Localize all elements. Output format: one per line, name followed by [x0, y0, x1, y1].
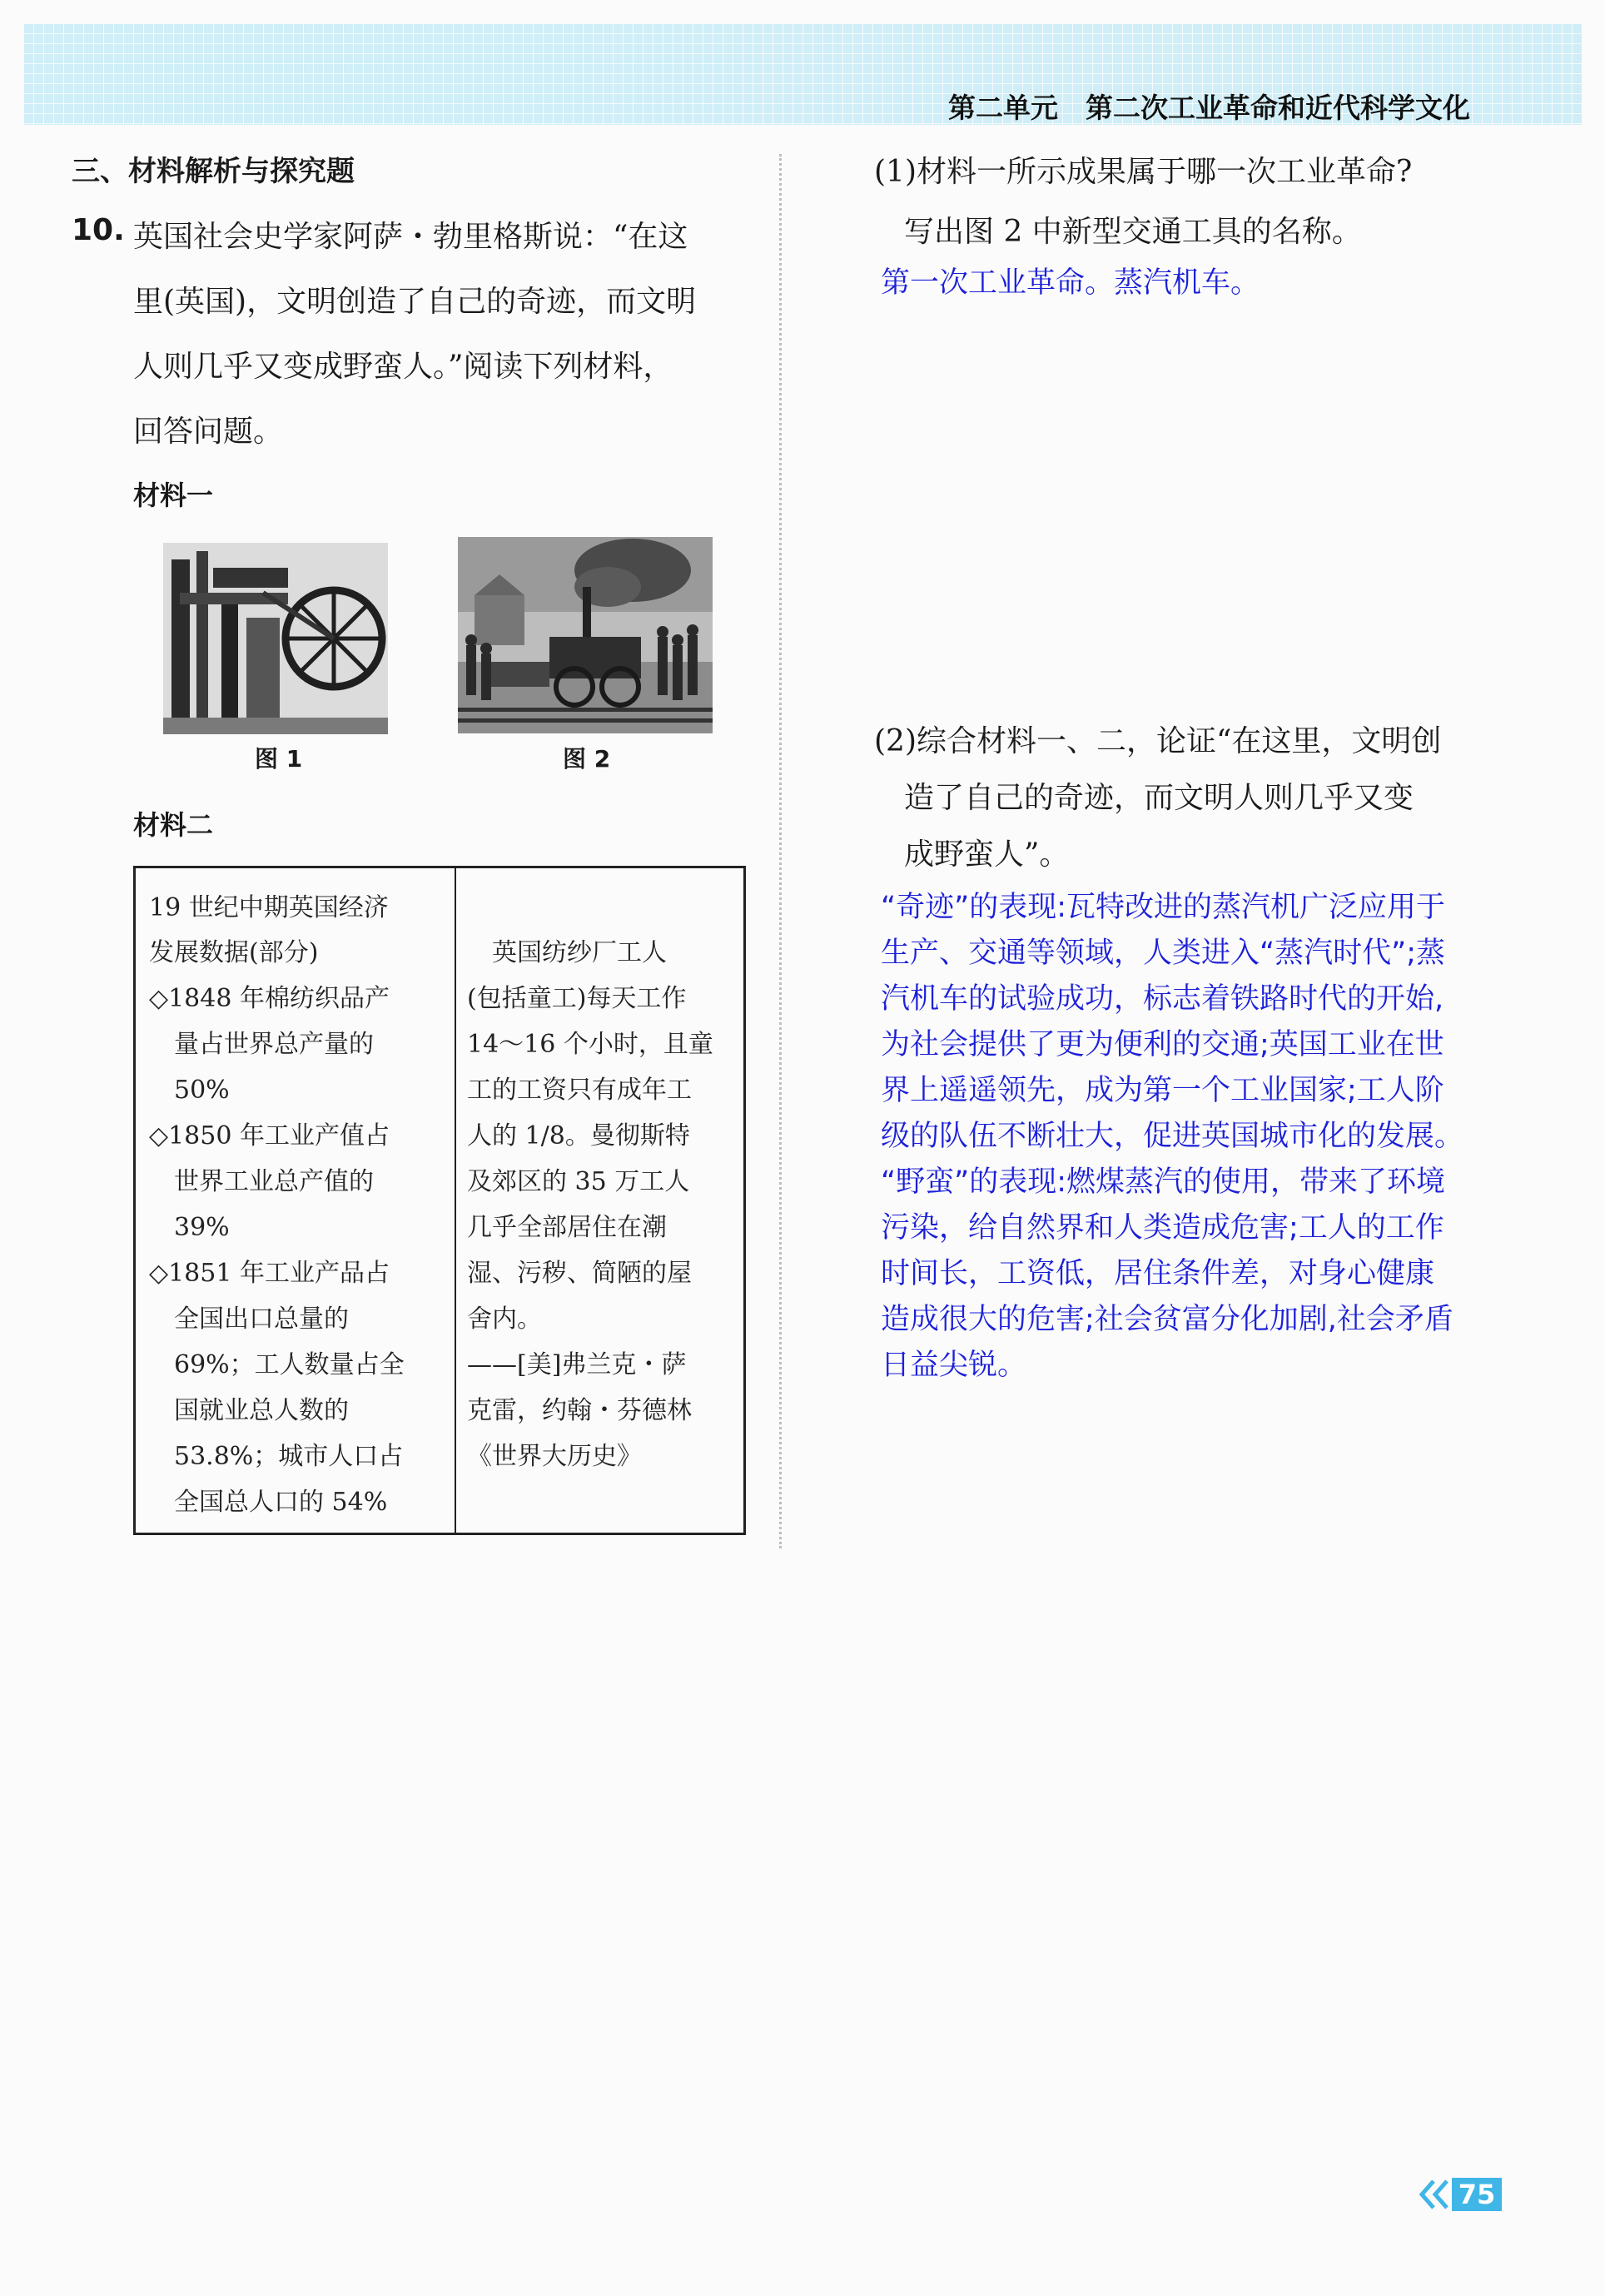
table-right-line: ——[美]弗兰克・萨	[467, 1350, 687, 1379]
table-right-line: 英国纺纱厂工人	[467, 938, 667, 967]
question-line: 英国社会史学家阿萨・勃里格斯说：“在这	[133, 220, 688, 254]
question-line: 回答问题。	[133, 415, 284, 449]
table-right-line: 克雷，约翰・芬德林	[467, 1396, 692, 1425]
table-right-line: 湿、污秽、简陋的屋	[467, 1259, 692, 1288]
table-left-line: ◇1851 年工业产品占	[149, 1259, 390, 1288]
sub-question-2-line: 造了自己的奇迹，而文明人则几乎又变	[874, 781, 1414, 815]
sub-question-1-line: (1)材料一所示成果属于哪一次工业革命?	[874, 155, 1413, 189]
table-column-divider	[455, 868, 456, 1533]
material-one-label: 材料一	[133, 480, 214, 511]
table-left-line: 19 世纪中期英国经济	[149, 893, 389, 922]
chevron-left-icon	[1415, 2178, 1452, 2211]
table-left-line: 世界工业总产值的	[149, 1167, 374, 1196]
answer-2-line: “野蛮”的表现:燃煤蒸汽的使用，带来了环境	[881, 1165, 1446, 1199]
table-left-line: 50%	[149, 1076, 230, 1105]
table-left-line: 国就业总人数的	[149, 1396, 349, 1425]
table-left-line: 53.8%；城市人口占	[149, 1442, 404, 1471]
material-two-table	[133, 866, 746, 1535]
table-right-line: 《世界大历史》	[467, 1442, 642, 1471]
figure-2-caption: 图 2	[563, 745, 611, 773]
table-right-line: (包括童工)每天工作	[467, 984, 687, 1013]
sub-question-2-line: 成野蛮人”。	[874, 837, 1070, 872]
table-left-line: 发展数据(部分)	[149, 938, 319, 967]
table-right-line: 人的 1/8。曼彻斯特	[467, 1121, 690, 1150]
answer-2-line: 污染，给自然界和人类造成危害;工人的工作	[881, 1211, 1444, 1245]
table-left-line: 69%；工人数量占全	[149, 1350, 405, 1379]
column-divider	[779, 154, 782, 1548]
material-two-label: 材料二	[133, 809, 214, 841]
table-right-line: 14～16 个小时，且童	[467, 1030, 713, 1059]
answer-1: 第一次工业革命。蒸汽机车。	[881, 266, 1260, 300]
answer-2-line: 造成很大的危害;社会贫富分化加剧,社会矛盾	[881, 1303, 1453, 1336]
figure-2-locomotive-image	[458, 537, 713, 733]
table-left-line: ◇1850 年工业产值占	[149, 1121, 390, 1150]
table-right-line: 工的工资只有成年工	[467, 1076, 692, 1105]
sub-question-2-line: (2)综合材料一、二，论证“在这里，文明创	[874, 724, 1442, 758]
table-right-line: 舍内。	[467, 1305, 542, 1334]
page-number: 75	[1452, 2178, 1502, 2211]
figure-1-caption: 图 1	[255, 745, 303, 773]
answer-2-line: 生产、交通等领域，人类进入“蒸汽时代”;蒸	[881, 937, 1446, 970]
answer-2-line: 为社会提供了更为便利的交通;英国工业在世	[881, 1028, 1444, 1061]
table-left-line: 量占世界总产量的	[149, 1030, 374, 1059]
table-left-line: 全国出口总量的	[149, 1305, 349, 1334]
table-left-line: 39%	[149, 1213, 230, 1242]
section-title: 三、材料解析与探究题	[72, 155, 355, 188]
answer-2-line: 日益尖锐。	[881, 1349, 1027, 1382]
figure-1-steam-engine-image	[163, 543, 388, 734]
question-line: 人则几乎又变成野蛮人。”阅读下列材料，	[133, 350, 673, 384]
answer-2-line: 时间长，工资低，居住条件差，对身心健康	[881, 1257, 1435, 1290]
answer-2-line: 界上遥遥领先，成为第一个工业国家;工人阶	[881, 1074, 1444, 1107]
question-line: 里(英国)，文明创造了自己的奇迹，而文明	[133, 285, 697, 319]
answer-2-line: 级的队伍不断壮大，促进英国城市化的发展。	[881, 1120, 1464, 1153]
sub-question-1-line: 写出图 2 中新型交通工具的名称。	[874, 215, 1362, 249]
answer-2-line: 汽机车的试验成功，标志着铁路时代的开始,	[881, 982, 1444, 1016]
table-left-line: ◇1848 年棉纺织品产	[149, 984, 390, 1013]
table-right-line: 及郊区的 35 万工人	[467, 1167, 690, 1196]
table-left-line: 全国总人口的 54%	[149, 1488, 388, 1517]
question-number: 10.	[72, 213, 125, 247]
table-right-line: 几乎全部居住在潮	[467, 1213, 667, 1242]
answer-2-line: “奇迹”的表现:瓦特改进的蒸汽机广泛应用于	[881, 891, 1446, 924]
unit-title: 第二单元 第二次工业革命和近代科学文化	[948, 92, 1470, 124]
